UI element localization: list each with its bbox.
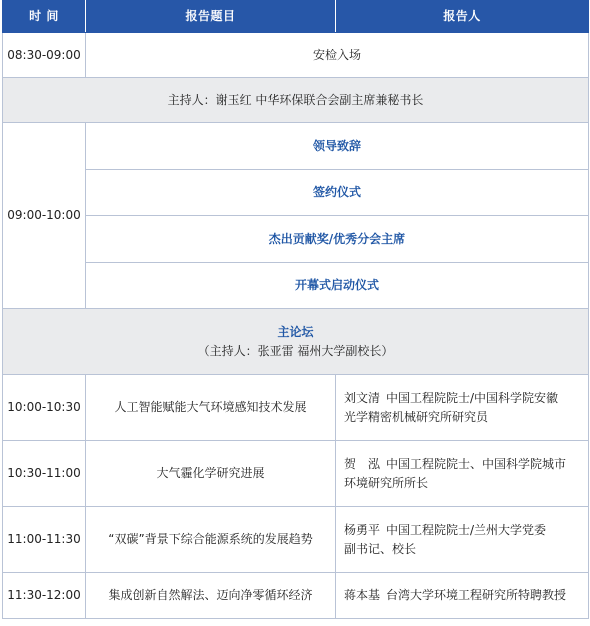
header-topic: 报告题目 — [86, 1, 336, 33]
header-time: 时 间 — [3, 1, 86, 33]
table-row — [3, 263, 589, 309]
table-row — [3, 441, 589, 507]
table-row — [3, 216, 589, 263]
topic-cell: 人工智能赋能大气环境感知技术发展 — [86, 375, 336, 441]
time-cell: 10:30-11:00 — [3, 441, 86, 507]
host-text: 主持人：谢玉红 中华环保联合会副主席兼秘书长 — [3, 78, 589, 123]
table-row — [3, 123, 589, 170]
header-speaker: 报告人 — [336, 1, 589, 33]
speaker-name: 蒋本基 — [344, 588, 381, 602]
speaker-title-cont: 光学精密机械研究所研究员 — [344, 409, 489, 424]
header-row — [3, 1, 589, 33]
speaker-name: 刘文清 — [344, 390, 381, 405]
time-cell: 09:00-10:00 — [3, 123, 86, 309]
table-row — [3, 33, 589, 78]
agenda-item: 杰出贡献奖/优秀分会主席 — [86, 216, 589, 263]
forum-title: 主论坛 — [277, 324, 314, 339]
table-row — [3, 170, 589, 216]
topic-cell: 集成创新自然解法、迈向净零循环经济 — [86, 573, 336, 619]
forum-host: （主持人：张亚雷 福州大学副校长） — [197, 343, 394, 358]
speaker-cell — [336, 573, 589, 619]
forum-header-row — [3, 309, 589, 375]
table-row — [3, 375, 589, 441]
time-cell: 11:00-11:30 — [3, 507, 86, 573]
speaker-name: 杨勇平 — [344, 522, 381, 537]
schedule-table — [2, 0, 588, 619]
speaker-title: 中国工程院院士/兰州大学党委 — [386, 522, 547, 537]
speaker-cell — [336, 375, 589, 441]
time-cell: 08:30-09:00 — [3, 33, 86, 78]
time-cell: 11:30-12:00 — [3, 573, 86, 619]
table-row — [3, 573, 589, 619]
agenda-item: 签约仪式 — [86, 170, 589, 216]
agenda-item: 开幕式启动仪式 — [86, 263, 589, 309]
topic-cell: “双碳”背景下综合能源系统的发展趋势 — [86, 507, 336, 573]
host-row — [3, 78, 589, 123]
speaker-title-cont: 环境研究所所长 — [344, 475, 429, 490]
topic-cell: 大气霾化学研究进展 — [86, 441, 336, 507]
speaker-title: 中国工程院院士、中国科学院城市 — [386, 456, 567, 471]
time-cell: 10:00-10:30 — [3, 375, 86, 441]
agenda-item: 领导致辞 — [86, 123, 589, 170]
topic-cell: 安检入场 — [86, 33, 589, 78]
speaker-title-cont: 副书记、校长 — [344, 541, 417, 556]
speaker-name: 贺 泓 — [344, 456, 381, 471]
speaker-title: 台湾大学环境工程研究所特聘教授 — [386, 588, 567, 602]
speaker-cell — [336, 507, 589, 573]
table-row — [3, 507, 589, 573]
speaker-cell — [336, 441, 589, 507]
speaker-title: 中国工程院院士/中国科学院安徽 — [386, 390, 559, 405]
